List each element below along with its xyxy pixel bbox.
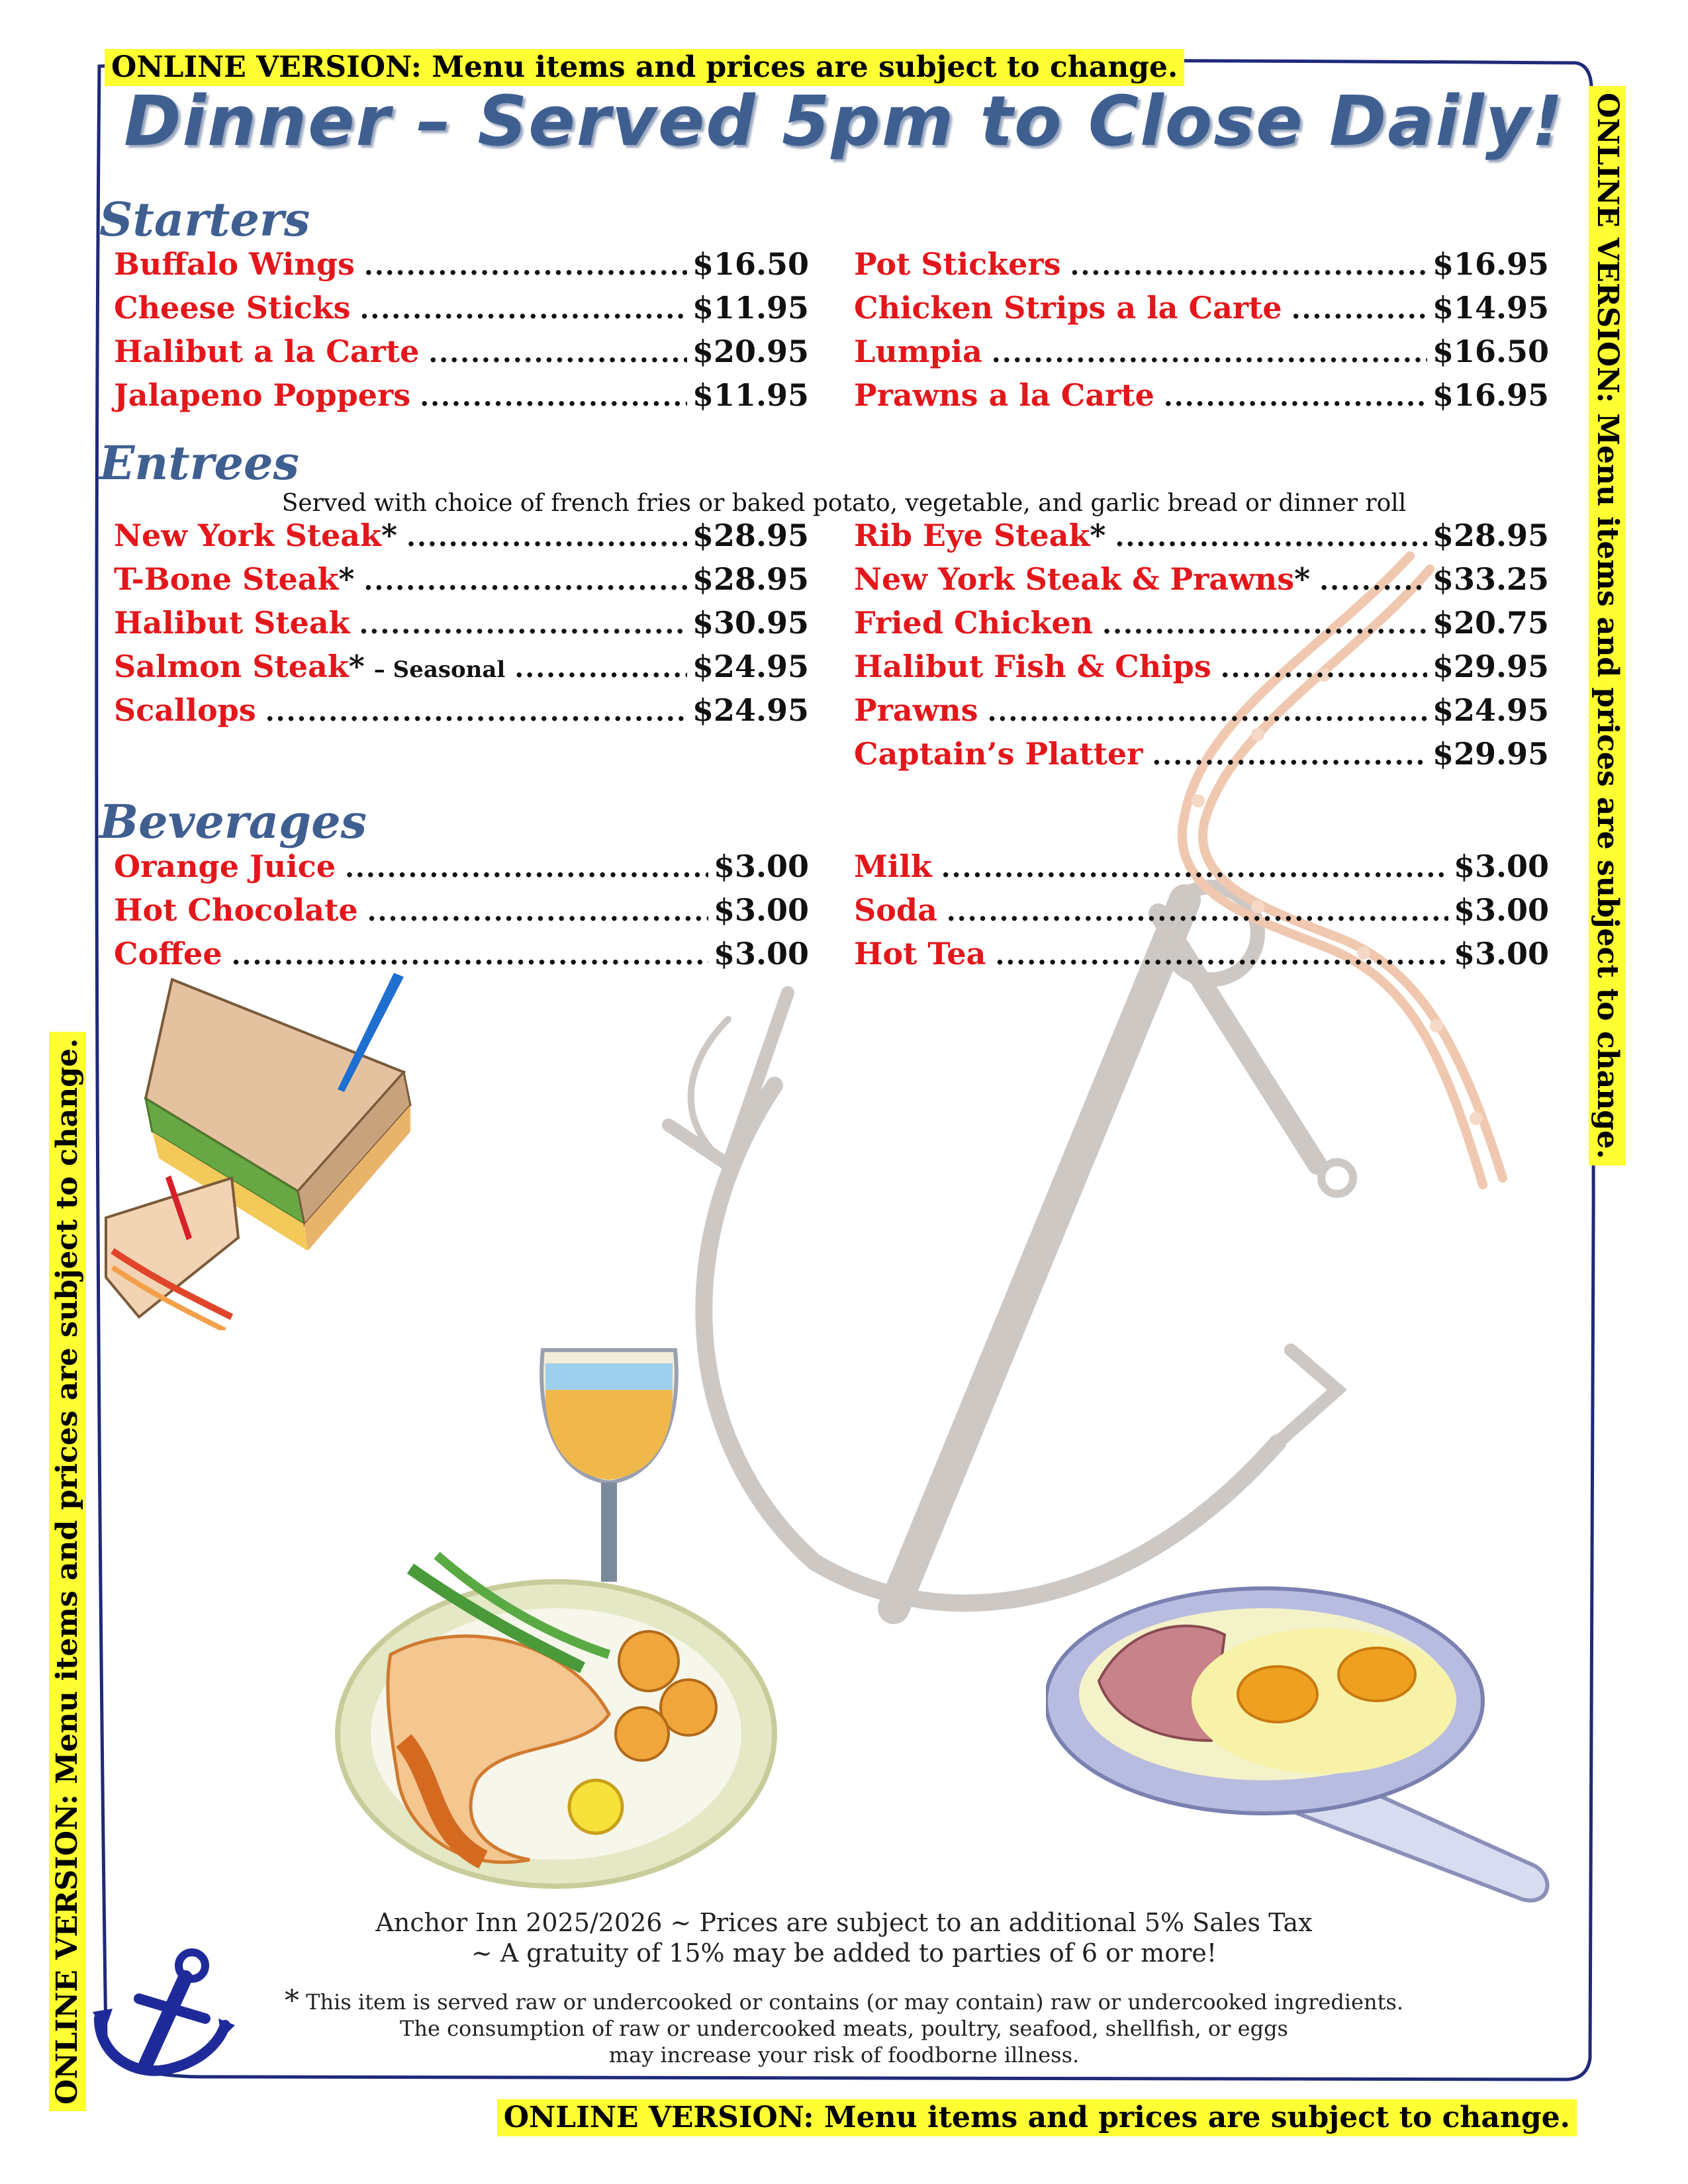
menu-item	[854, 605, 1549, 649]
menu-item	[114, 649, 809, 692]
page-title: Dinner – Served 5pm to Close Daily!	[124, 81, 1564, 161]
item-name: Hot Chocolate	[114, 892, 358, 928]
disclaimer-line: The consumption of raw or undercooked meats, poultry, seafood, shellfish, or eggs	[400, 2016, 1288, 2041]
raw-food-disclaimer	[0, 1984, 1688, 2068]
tax-notice	[0, 1907, 1688, 1968]
item-name: Halibut a la Carte	[114, 334, 420, 369]
menu-item	[114, 692, 809, 736]
tax-line: Anchor Inn 2025/2026 ~ Prices are subject to an additional 5% Sales Tax	[375, 1908, 1313, 1937]
menu-item	[854, 334, 1549, 377]
menu-item	[114, 605, 809, 649]
item-price: $3.00	[1453, 936, 1549, 972]
item-price: $11.95	[692, 290, 809, 326]
item-price: $28.95	[1432, 518, 1549, 553]
item-name: Captain’s Platter	[854, 736, 1143, 772]
item-name: Soda	[854, 892, 937, 928]
online-version-banner-left: ONLINE VERSION: Menu items and prices are subject to change.	[49, 1032, 86, 2111]
item-price: $16.50	[1432, 334, 1549, 369]
item-name: Halibut Steak	[114, 605, 350, 641]
item-name: New York Steak & Prawns	[854, 561, 1295, 597]
item-price: $24.95	[692, 692, 809, 728]
item-price: $29.95	[1432, 649, 1549, 684]
menu-item	[114, 246, 809, 290]
item-price: $28.95	[692, 561, 809, 597]
item-price: $24.95	[1432, 692, 1549, 728]
item-price: $28.95	[692, 518, 809, 553]
disclaimer-line: This item is served raw or undercooked or contains (or may contain) raw or undercooked ingredients.	[306, 1989, 1404, 2015]
menu-item	[114, 334, 809, 377]
item-price: $29.95	[1432, 736, 1549, 772]
raw-item-asterisk: *	[1090, 518, 1106, 553]
item-price: $30.95	[692, 605, 809, 641]
item-name: Hot Tea	[854, 936, 986, 972]
menu-item	[854, 692, 1549, 736]
item-price: $16.50	[692, 246, 809, 282]
menu-item	[854, 848, 1549, 892]
menu-item	[854, 377, 1549, 421]
item-name: Halibut Fish & Chips	[854, 649, 1211, 684]
section-heading-starters: Starters	[99, 192, 310, 247]
skillet-eggs-icon	[1046, 1575, 1569, 1919]
item-price: $14.95	[1432, 290, 1549, 326]
item-name: Coffee	[114, 936, 222, 972]
item-name: Jalapeno Poppers	[114, 377, 411, 413]
item-name: Prawns a la Carte	[854, 377, 1154, 413]
online-version-banner-top: ONLINE VERSION: Menu items and prices are subject to change.	[105, 49, 1184, 86]
item-name: T-Bone Steak	[114, 561, 339, 597]
entrees-right-column	[854, 518, 1549, 780]
item-name: New York Steak	[114, 518, 381, 553]
menu-item	[854, 290, 1549, 334]
item-name: Pot Stickers	[854, 246, 1061, 282]
item-price: $33.25	[1432, 561, 1549, 597]
item-name: Chicken Strips a la Carte	[854, 290, 1282, 326]
item-name: Orange Juice	[114, 848, 336, 884]
entrees-subtitle: Served with choice of french fries or baked potato, vegetable, and garlic bread or dinner roll	[281, 490, 1407, 517]
sandwich-icon	[99, 973, 510, 1330]
menu-item	[854, 561, 1549, 605]
section-heading-entrees: Entrees	[99, 435, 299, 490]
item-note: – Seasonal	[373, 657, 506, 683]
starters-right-column	[854, 246, 1549, 421]
online-version-banner-right: ONLINE VERSION: Menu items and prices are subject to change.	[1589, 86, 1626, 1165]
item-price: $3.00	[713, 848, 809, 884]
gratuity-line: ~ A gratuity of 15% may be added to parties of 6 or more!	[471, 1938, 1217, 1968]
raw-item-asterisk: *	[381, 518, 398, 553]
item-name: Lumpia	[854, 334, 982, 369]
item-price: $3.00	[1453, 892, 1549, 928]
entrees-left-column	[114, 518, 809, 736]
menu-item	[854, 936, 1549, 979]
item-name: Scallops	[114, 692, 256, 728]
menu-item	[854, 246, 1549, 290]
beverages-left-column	[114, 848, 809, 979]
menu-item	[114, 518, 809, 561]
item-price: $24.95	[692, 649, 809, 684]
starters-left-column	[114, 246, 809, 421]
salmon-plate-icon	[331, 1542, 781, 1899]
item-price: $20.95	[692, 334, 809, 369]
raw-item-asterisk: *	[338, 561, 355, 597]
item-name: Salmon Steak	[114, 649, 349, 684]
item-price: $3.00	[713, 892, 809, 928]
raw-item-asterisk: *	[348, 649, 365, 684]
beverages-right-column	[854, 848, 1549, 979]
menu-item	[114, 561, 809, 605]
item-name: Buffalo Wings	[114, 246, 355, 282]
item-name: Cheese Sticks	[114, 290, 351, 326]
menu-item	[114, 290, 809, 334]
raw-item-asterisk: *	[1294, 561, 1311, 597]
online-version-banner-bottom: ONLINE VERSION: Menu items and prices are subject to change.	[497, 2099, 1577, 2136]
menu-item	[854, 649, 1549, 692]
section-heading-beverages: Beverages	[99, 794, 367, 849]
item-name: Milk	[854, 848, 932, 884]
item-name: Fried Chicken	[854, 605, 1094, 641]
item-name: Rib Eye Steak	[854, 518, 1090, 553]
item-price: $20.75	[1432, 605, 1549, 641]
anchor-logo-icon	[93, 1946, 238, 2085]
menu-item	[854, 518, 1549, 561]
menu-item	[114, 848, 809, 892]
menu-item	[114, 892, 809, 936]
menu-item	[114, 377, 809, 421]
item-price: $16.95	[1432, 377, 1549, 413]
item-price: $3.00	[1453, 848, 1549, 884]
menu-item	[854, 736, 1549, 780]
item-price: $3.00	[713, 936, 809, 972]
disclaimer-asterisk: *	[284, 1984, 299, 2018]
item-price: $16.95	[1432, 246, 1549, 282]
menu-item	[854, 892, 1549, 936]
item-price: $11.95	[692, 377, 809, 413]
disclaimer-line: may increase your risk of foodborne illness.	[608, 2042, 1080, 2068]
item-name: Prawns	[854, 692, 978, 728]
